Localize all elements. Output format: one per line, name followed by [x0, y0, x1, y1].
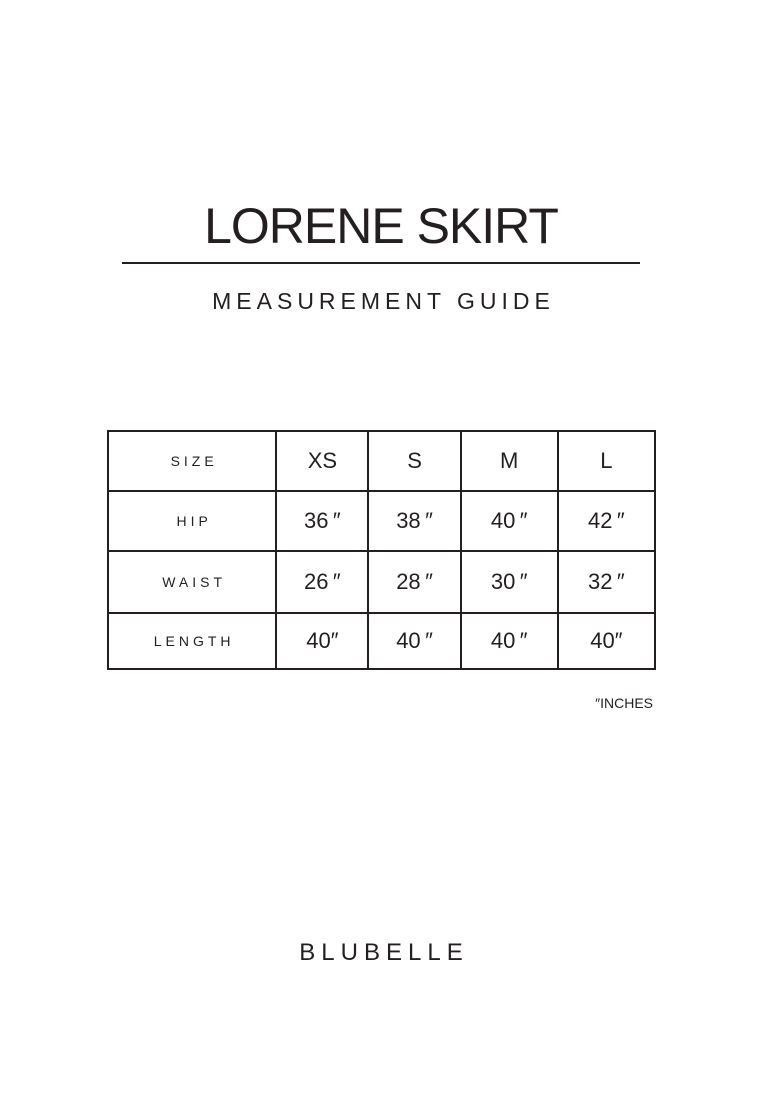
size-chart-table: [107, 430, 656, 670]
table-row-hip: [108, 491, 655, 551]
size-header-xs: XS: [276, 431, 368, 491]
hip-l-value: 42 ″: [558, 491, 655, 551]
page-title: LORENE SKIRT: [204, 198, 558, 254]
row-label-hip: HIP: [108, 491, 276, 551]
waist-xs-value: 26 ″: [276, 551, 368, 613]
row-label-waist: WAIST: [108, 551, 276, 613]
unit-note: ″INCHES: [595, 695, 653, 711]
title-divider: [122, 262, 640, 264]
brand-name: BLUBELLE: [299, 939, 469, 966]
hip-s-value: 38 ″: [368, 491, 460, 551]
size-header-m: M: [461, 431, 558, 491]
waist-l-value: 32 ″: [558, 551, 655, 613]
table-row-waist: [108, 551, 655, 613]
length-xs-value: 40″: [276, 613, 368, 669]
size-header-s: S: [368, 431, 460, 491]
hip-xs-value: 36 ″: [276, 491, 368, 551]
size-header-row: [108, 431, 655, 491]
size-label-cell: SIZE: [108, 431, 276, 491]
page-subtitle: MEASUREMENT GUIDE: [212, 288, 555, 314]
hip-m-value: 40 ″: [461, 491, 558, 551]
row-label-length: LENGTH: [108, 613, 276, 669]
length-s-value: 40 ″: [368, 613, 460, 669]
length-m-value: 40 ″: [461, 613, 558, 669]
size-header-l: L: [558, 431, 655, 491]
waist-s-value: 28 ″: [368, 551, 460, 613]
table-row-length: [108, 613, 655, 669]
waist-m-value: 30 ″: [461, 551, 558, 613]
length-l-value: 40″: [558, 613, 655, 669]
